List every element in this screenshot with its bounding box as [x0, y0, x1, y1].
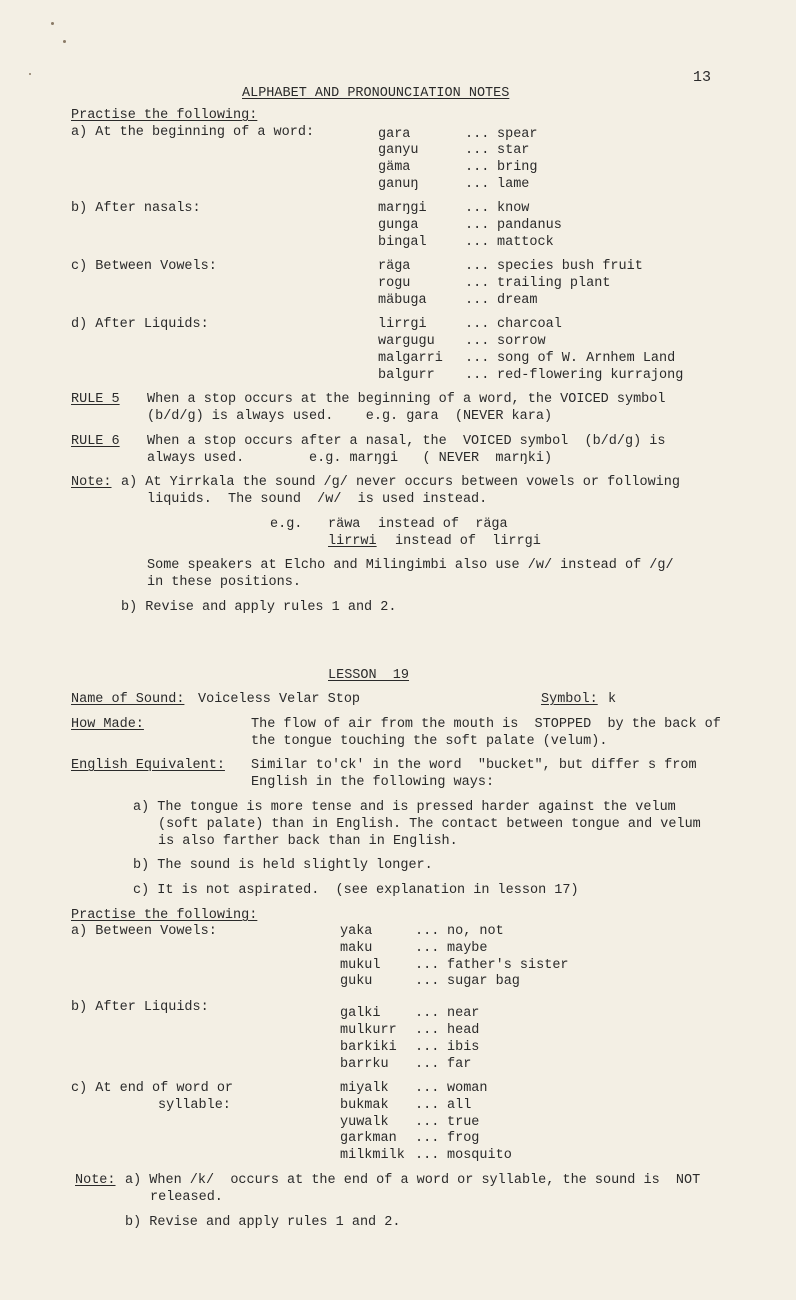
difference-text: (soft palate) than in English. The contact between tongue and velum: [158, 817, 701, 832]
ellipsis: ...: [465, 317, 490, 332]
symbol-label: Symbol:: [541, 692, 598, 707]
paper-speck: [29, 73, 31, 75]
word: marŋgi: [378, 201, 427, 216]
section-title: ALPHABET AND PRONOUNCIATION NOTES: [242, 86, 510, 101]
note-text: b) Revise and apply rules 1 and 2.: [121, 600, 397, 615]
word: guku: [340, 974, 373, 989]
meaning: far: [447, 1057, 472, 1072]
note-text: in these positions.: [147, 575, 301, 590]
ellipsis: ...: [465, 235, 490, 250]
difference-text: a) The tongue is more tense and is pressed harder against the velum: [133, 800, 676, 815]
meaning: pandanus: [497, 218, 562, 233]
example-word: räwa: [328, 517, 361, 532]
ellipsis: ...: [465, 201, 490, 216]
note-label: Note:: [71, 475, 112, 490]
name-of-sound-label: Name of Sound:: [71, 692, 185, 707]
rule-6-text: When a stop occurs after a nasal, the VOICED symbol (b/d/g) is: [147, 434, 666, 449]
ellipsis: ...: [415, 1131, 440, 1146]
ellipsis: ...: [465, 259, 490, 274]
ellipsis: ...: [415, 924, 440, 939]
meaning: lame: [497, 177, 530, 192]
ellipsis: ...: [415, 1098, 440, 1113]
word: mukul: [340, 958, 381, 973]
note-text: b) Revise and apply rules 1 and 2.: [125, 1215, 401, 1230]
meaning: true: [447, 1115, 480, 1130]
symbol-value: k: [608, 692, 617, 707]
ellipsis: ...: [465, 368, 490, 383]
group-label: syllable:: [158, 1098, 231, 1113]
page-number: 13: [693, 69, 712, 86]
meaning: near: [447, 1006, 480, 1021]
ellipsis: ...: [465, 276, 490, 291]
meaning: dream: [497, 293, 538, 308]
meaning: trailing plant: [497, 276, 611, 291]
ellipsis: ...: [415, 1115, 440, 1130]
group-label: a) At the beginning of a word:: [71, 125, 315, 140]
ellipsis: ...: [415, 1057, 440, 1072]
meaning: song of W. Arnhem Land: [497, 351, 676, 366]
group-label: b) After Liquids:: [71, 1000, 209, 1015]
note-label: Note:: [75, 1173, 116, 1188]
ellipsis: ...: [415, 1148, 440, 1163]
meaning: charcoal: [497, 317, 562, 332]
word: garkman: [340, 1131, 397, 1146]
ellipsis: ...: [465, 351, 490, 366]
word: bukmak: [340, 1098, 389, 1113]
ellipsis: ...: [465, 293, 490, 308]
rule-6-text: always used. e.g. marŋgi ( NEVER marŋki): [147, 451, 553, 466]
ellipsis: ...: [415, 941, 440, 956]
word: mäbuga: [378, 293, 427, 308]
ellipsis: ...: [465, 160, 490, 175]
english-equivalent-label: English Equivalent:: [71, 758, 225, 773]
difference-text: c) It is not aspirated. (see explanation in lesson 17): [133, 883, 579, 898]
meaning: species bush fruit: [497, 259, 643, 274]
ellipsis: ...: [415, 974, 440, 989]
difference-text: is also farther back than in English.: [158, 834, 458, 849]
note-text: Some speakers at Elcho and Milingimbi also use /w/ instead of /g/: [147, 558, 674, 573]
how-made-text: The flow of air from the mouth is STOPPED by the back of: [251, 717, 721, 732]
word: räga: [378, 259, 411, 274]
meaning: mosquito: [447, 1148, 512, 1163]
rule-5-text: (b/d/g) is always used. e.g. gara (NEVER kara): [147, 409, 553, 424]
word: gunga: [378, 218, 419, 233]
name-of-sound-value: Voiceless Velar Stop: [198, 692, 361, 707]
meaning: spear: [497, 127, 538, 142]
word: yuwalk: [340, 1115, 389, 1130]
how-made-label: How Made:: [71, 717, 144, 732]
word: miyalk: [340, 1081, 389, 1096]
word: yaka: [340, 924, 373, 939]
ellipsis: ...: [465, 143, 490, 158]
ellipsis: ...: [465, 218, 490, 233]
meaning: sugar bag: [447, 974, 520, 989]
meaning: ibis: [447, 1040, 480, 1055]
practise-heading: Practise the following:: [71, 108, 258, 123]
meaning: father's sister: [447, 958, 569, 973]
ellipsis: ...: [415, 1081, 440, 1096]
practise-heading: Practise the following:: [71, 908, 258, 923]
word: barkiki: [340, 1040, 397, 1055]
meaning: sorrow: [497, 334, 546, 349]
group-label: d) After Liquids:: [71, 317, 209, 332]
note-text: released.: [150, 1190, 223, 1205]
word: ganuŋ: [378, 177, 419, 192]
how-made-text: the tongue touching the soft palate (velum).: [251, 734, 608, 749]
ellipsis: ...: [415, 1006, 440, 1021]
ellipsis: ...: [465, 127, 490, 142]
meaning: no, not: [447, 924, 504, 939]
english-equivalent-text: Similar to'ck' in the word "bucket", but differ s from: [251, 758, 697, 773]
word: wargugu: [378, 334, 435, 349]
ellipsis: ...: [465, 334, 490, 349]
word: rogu: [378, 276, 411, 291]
example-text: instead of räga: [378, 517, 508, 532]
rule-5-label: RULE 5: [71, 392, 120, 407]
word: gara: [378, 127, 411, 142]
note-text: liquids. The sound /w/ is used instead.: [147, 492, 488, 507]
example-text: instead of lirrgi: [395, 534, 541, 549]
word: milkmilk: [340, 1148, 405, 1163]
note-text: a) At Yirrkala the sound /g/ never occurs between vowels or following: [121, 475, 680, 490]
ellipsis: ...: [415, 958, 440, 973]
group-label: c) At end of word or: [71, 1081, 234, 1096]
word: galki: [340, 1006, 381, 1021]
example-word: lirrwi: [328, 534, 377, 549]
group-label: a) Between Vowels:: [71, 924, 217, 939]
paper-speck: [51, 22, 54, 25]
meaning: red-flowering kurrajong: [497, 368, 684, 383]
word: lirrgi: [378, 317, 427, 332]
meaning: star: [497, 143, 530, 158]
ellipsis: ...: [415, 1023, 440, 1038]
group-label: c) Between Vowels:: [71, 259, 217, 274]
word: maku: [340, 941, 373, 956]
word: ganyu: [378, 143, 419, 158]
word: gäma: [378, 160, 411, 175]
ellipsis: ...: [415, 1040, 440, 1055]
paper-speck: [63, 40, 66, 43]
difference-text: b) The sound is held slightly longer.: [133, 858, 433, 873]
note-text: a) When /k/ occurs at the end of a word or syllable, the sound is NOT: [125, 1173, 701, 1188]
ellipsis: ...: [465, 177, 490, 192]
english-equivalent-text: English in the following ways:: [251, 775, 495, 790]
eg-label: e.g.: [270, 517, 303, 532]
word: balgurr: [378, 368, 435, 383]
group-label: b) After nasals:: [71, 201, 201, 216]
word: malgarri: [378, 351, 443, 366]
rule-6-label: RULE 6: [71, 434, 120, 449]
rule-5-text: When a stop occurs at the beginning of a word, the VOICED symbol: [147, 392, 666, 407]
word: bingal: [378, 235, 427, 250]
meaning: maybe: [447, 941, 488, 956]
meaning: head: [447, 1023, 480, 1038]
meaning: mattock: [497, 235, 554, 250]
lesson-title: LESSON 19: [328, 668, 410, 683]
word: barrku: [340, 1057, 389, 1072]
meaning: frog: [447, 1131, 480, 1146]
meaning: woman: [447, 1081, 488, 1096]
meaning: know: [497, 201, 530, 216]
meaning: bring: [497, 160, 538, 175]
word: mulkurr: [340, 1023, 397, 1038]
meaning: all: [447, 1098, 472, 1113]
